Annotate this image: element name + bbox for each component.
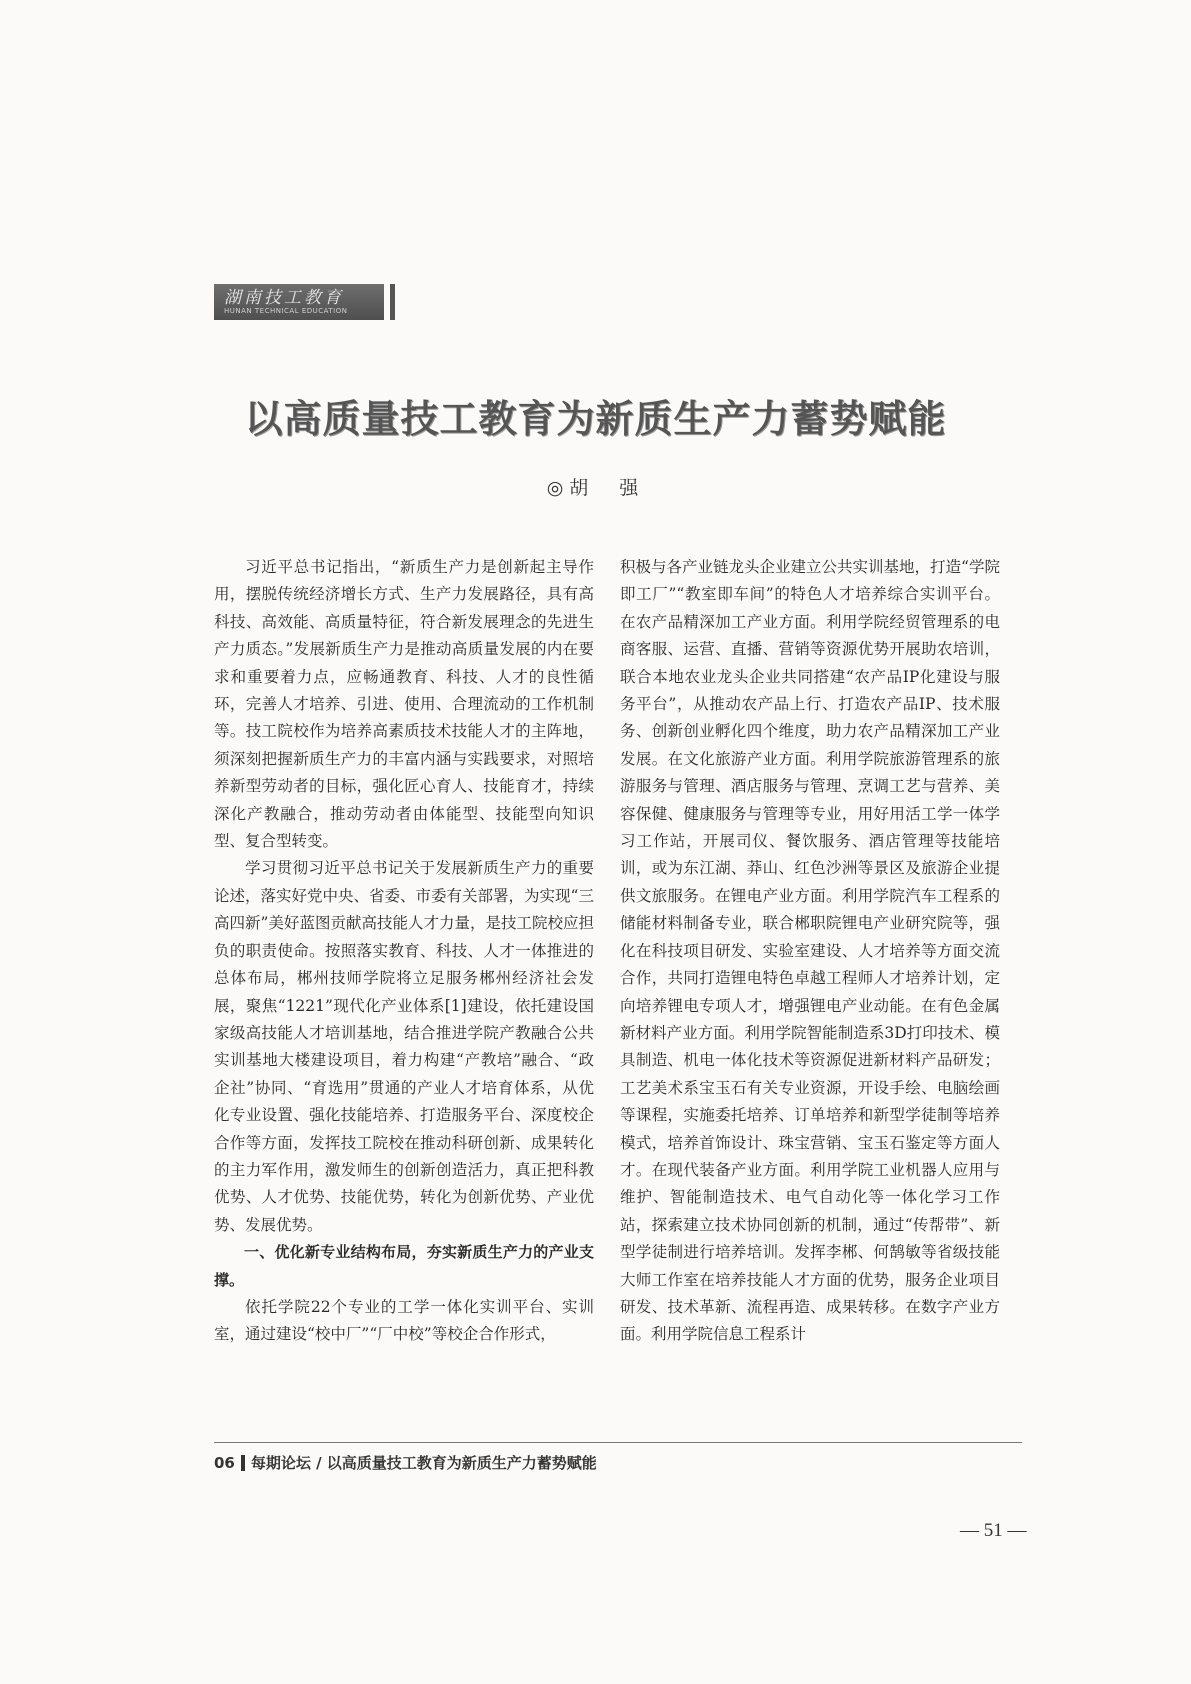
footer-rule <box>214 1442 1022 1443</box>
footer-bar <box>241 1455 245 1471</box>
journal-name-en: HUNAN TECHNICAL EDUCATION <box>224 306 348 315</box>
running-footer <box>214 1452 597 1473</box>
footer-number: 06 <box>214 1453 235 1472</box>
page-number: — 51 — <box>960 1520 1027 1541</box>
right-column <box>620 554 1000 1349</box>
article-title: 以高质量技工教育为新质生产力蓄势赋能 <box>244 397 947 441</box>
paragraph: 学习贯彻习近平总书记关于发展新质生产力的重要论述，落实好党中央、省委、市委有关部署，为实现“三高四新”美好蓝图贡献高技能人才力量，是技工院校应担负的职责使命。按照落实教育、科技、人才一体推进的总体布局，郴州技师学院将立足服务郴州经济社会发展，聚焦“1221”现代化产业体系[1]建设，依托建设国家级高技能人才培训基地，结合推进学院产教融合公共实训基地大楼建设项目，着力构建“产教培”融合、“政企社”协同、“育选用”贯通的产业人才培育体系，从优化专业设置、强化技能培养、打造服务平台、深度校企合作等方面，发挥技工院校在推动科研创新、成果转化的主力军作用，激发师生的创新创造活力，真正把科教优势、人才优势、技能优势，转化为创新优势、产业优势、发展优势。 <box>214 859 594 1234</box>
left-column <box>214 554 594 1349</box>
paragraph: 积极与各产业链龙头企业建立公共实训基地，打造“学院即工厂”“教室即车间”的特色人才培养综合实训平台。在农产品精深加工产业方面。利用学院经贸管理系的电商客服、运营、直播、营销等资源优势开展助农培训，联合本地农业龙头企业共同搭建“农产品IP化建设与服务平台”，从推动农产品上行、打造农产品IP、技术服务、创新创业孵化四个维度，助力农产品精深加工产业发展。在文化旅游产业方面。利用学院旅游管理系的旅游服务与管理、酒店服务与管理、烹调工艺与营养、美容保健、健康服务与管理等专业，用好用活工学一体学习工作站，开展司仪、餐饮服务、酒店管理等技能培训，或为东江湖、莽山、红色沙洲等景区及旅游企业提供文旅服务。在锂电产业方面。利用学院汽车工程系的储能材料制备专业，联合郴职院锂电产业研究院等，强化在科技项目研发、实验室建设、人才培养等方面交流合作，共同打造锂电特色卓越工程师人才培养计划，定向培养锂电专项人才，增强锂电产业动能。在有色金属新材料产业方面。利用学院智能制造系3D打印技术、模具制造、机电一体化技术等资源促进新材料产品研发；工艺美术系宝玉石有关专业资源，开设手绘、电脑绘画等课程，实施委托培养、订单培养和新型学徒制等培养模式，培养首饰设计、珠宝营销、宝玉石鉴定等方面人才。在现代装备产业方面。利用学院工业机器人应用与维护、智能制造技术、电气自动化等一体化学习工作站，探索建立技术协同创新的机制，通过“传帮带”、新型学徒制进行培养培训。发挥李郴、何鹄敏等省级技能大师工作室在培养技能人才方面的优势，服务企业项目研发、技术革新、流程再造、成果转移。在数字产业方面。利用学院信息工程系计 <box>620 558 1000 1344</box>
masthead-bar <box>390 284 395 320</box>
journal-name: 湖南技工教育 <box>224 287 344 308</box>
paragraph: 习近平总书记指出，“新质生产力是创新起主导作用，摆脱传统经济增长方式、生产力发展路径，具有高科技、高效能、高质量特征，符合新发展理念的先进生产力质态。”发展新质生产力是推动高质量发展的内在要求和重要着力点，应畅通教育、科技、人才的良性循环，完善人才培养、引进、使用、合理流动的工作机制等。技工院校作为培养高素质技术技能人才的主阵地，须深刻把握新质生产力的丰富内涵与实践要求，对照培养新型劳动者的目标，强化匠心育人、技能育才，持续深化产教融合，推动劳动者由体能型、技能型向知识型、复合型转变。 <box>214 558 594 851</box>
paragraph: 依托学院22个专业的工学一体化实训平台、实训室，通过建设“校中厂”“厂中校”等校企合作形式， <box>214 1297 594 1344</box>
article-author: ◎胡 强 <box>546 477 645 499</box>
footer-text: 每期论坛 / 以高质量技工教育为新质生产力蓄势赋能 <box>250 1454 597 1472</box>
journal-masthead <box>214 284 384 320</box>
section-heading: 一、优化新专业结构布局，夯实新质生产力的产业支撑。 <box>214 1243 594 1289</box>
